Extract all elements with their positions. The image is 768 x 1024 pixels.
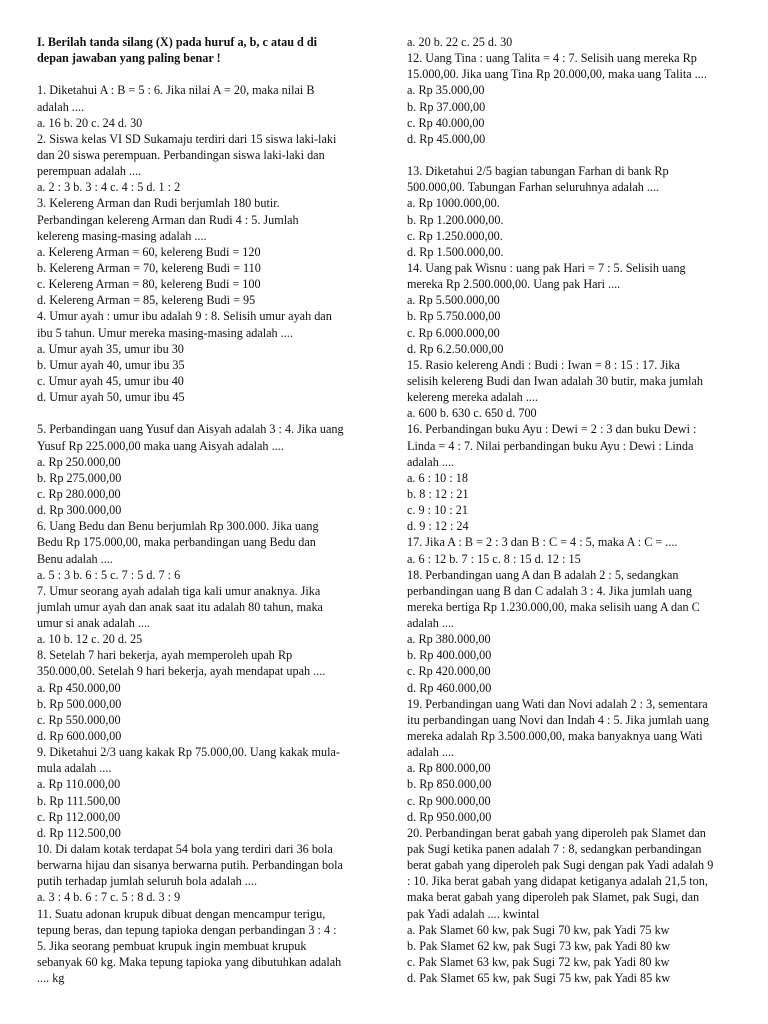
- right-column-line: adalah ....: [407, 454, 455, 469]
- left-column-line: 3. Kelereng Arman dan Rudi berjumlah 180 butir.: [37, 196, 280, 211]
- right-column-line: c. Rp 420.000,00: [407, 664, 491, 679]
- right-column-line: adalah ....: [407, 616, 455, 631]
- left-column-line: depan jawaban yang paling benar !: [37, 51, 221, 66]
- left-column-line: perempuan adalah ....: [37, 164, 142, 179]
- right-column-line: 18. Perbandingan uang A dan B adalah 2 : 5, sedangkan: [407, 567, 679, 582]
- right-column-line: d. Rp 950.000,00: [407, 809, 492, 824]
- left-column-line: c. Umur ayah 45, umur ibu 40: [37, 373, 184, 388]
- left-column-line: a. Rp 450.000,00: [37, 680, 121, 695]
- right-column-line: a. Rp 1000.000,00.: [407, 196, 500, 211]
- left-column-line: Benu adalah ....: [37, 551, 113, 566]
- left-column-line: 9. Diketahui 2/3 uang kakak Rp 75.000,00. Uang kakak mula-: [37, 745, 340, 760]
- right-column-line: mereka adalah Rp 3.500.000,00, maka banyaknya uang Wati: [407, 729, 703, 744]
- right-column-line: adalah ....: [407, 745, 455, 760]
- left-column-line: 350.000,00. Setelah 9 hari bekerja, ayah mendapat upah ....: [37, 664, 326, 679]
- left-column-line: a. 5 : 3 b. 6 : 5 c. 7 : 5 d. 7 : 6: [37, 567, 181, 582]
- left-column-line: b. Rp 275.000,00: [37, 470, 122, 485]
- left-column-line: d. Kelereng Arman = 85, kelereng Budi = 95: [37, 293, 256, 308]
- right-column-line: selisih kelereng Budi dan Iwan adalah 30 butir, maka jumlah: [407, 373, 703, 388]
- left-column-line: d. Rp 300.000,00: [37, 503, 122, 518]
- left-column-line: c. Rp 280.000,00: [37, 486, 121, 501]
- right-column-line: 20. Perbandingan berat gabah yang diperoleh pak Slamet dan: [407, 825, 706, 840]
- right-column-line: pak Sugi ketika panen adalah 7 : 8, sedangkan perbandingan: [407, 842, 702, 857]
- right-column-line: 500.000,00. Tabungan Farhan seluruhnya adalah ....: [407, 180, 660, 195]
- right-column-line: a. 600 b. 630 c. 650 d. 700: [407, 406, 537, 421]
- left-column-line: 7. Umur seorang ayah adalah tiga kali umur anaknya. Jika: [37, 583, 321, 598]
- left-column-line: 8. Setelah 7 hari bekerja, ayah memperoleh upah Rp: [37, 648, 293, 663]
- left-column-line: Yusuf Rp 225.000,00 maka uang Aisyah adalah ....: [37, 438, 284, 453]
- left-column-line: a. 16 b. 20 c. 24 d. 30: [37, 115, 143, 130]
- right-column-line: 17. Jika A : B = 2 : 3 dan B : C = 4 : 5, maka A : C = ....: [407, 535, 678, 550]
- left-column-line: sebanyak 60 kg. Maka tepung tapioka yang dibutuhkan adalah: [37, 955, 342, 970]
- right-column-line: [407, 147, 737, 163]
- right-column-line: a. Rp 800.000,00: [407, 761, 491, 776]
- left-column-line: Perbandingan kelereng Arman dan Rudi 4 : 5. Jumlah: [37, 212, 299, 227]
- right-column-line: 12. Uang Tina : uang Talita = 4 : 7. Selisih uang mereka Rp: [407, 51, 697, 66]
- right-column-line: maka berat gabah yang diperoleh pak Slamet, pak Sugi, dan: [407, 890, 700, 905]
- left-column-line: d. Umur ayah 50, umur ibu 45: [37, 390, 185, 405]
- left-column-line: 10. Di dalam kotak terdapat 54 bola yang terdiri dari 36 bola: [37, 842, 333, 857]
- right-column-line: a. Rp 380.000,00: [407, 632, 491, 647]
- left-column-line: tepung beras, dan tepung tapioka dengan perbandingan 3 : 4 :: [37, 922, 337, 937]
- left-column-line: 5. Jika seorang pembuat krupuk ingin membuat krupuk: [37, 938, 307, 953]
- left-column-line: dan 20 siswa perempuan. Perbandingan siswa laki-laki dan: [37, 147, 325, 162]
- left-column-line: 5. Perbandingan uang Yusuf dan Aisyah adalah 3 : 4. Jika uang: [37, 422, 344, 437]
- right-column-line: c. Pak Slamet 63 kw, pak Sugi 72 kw, pak Yadi 80 kw: [407, 955, 670, 970]
- left-column-line: b. Rp 111.500,00: [37, 793, 121, 808]
- left-column-line: c. Kelereng Arman = 80, kelereng Budi = 100: [37, 277, 261, 292]
- right-column-line: a. Rp 5.500.000,00: [407, 293, 500, 308]
- right-column-line: itu perbandingan uang Novi dan Indah 4 : 5. Jika jumlah uang: [407, 712, 709, 727]
- left-column-line: putih terhadap jumlah seluruh bola adalah ....: [37, 874, 257, 889]
- right-column-line: a. 6 : 12 b. 7 : 15 c. 8 : 15 d. 12 : 15: [407, 551, 581, 566]
- right-column-line: c. Rp 6.000.000,00: [407, 325, 500, 340]
- left-column-line: b. Rp 500.000,00: [37, 696, 122, 711]
- left-column-line: c. Rp 550.000,00: [37, 712, 121, 727]
- right-column-line: b. Pak Slamet 62 kw, pak Sugi 73 kw, pak Yadi 80 kw: [407, 938, 671, 953]
- right-column-line: d. Rp 45.000,00: [407, 131, 486, 146]
- left-column-line: [37, 405, 367, 421]
- left-column-line: jumlah umur ayah dan anak saat itu adalah 80 tahun, maka: [37, 599, 323, 614]
- left-column-line: 4. Umur ayah : umur ibu adalah 9 : 8. Selisih umur ayah dan: [37, 309, 332, 324]
- right-column-line: 13. Diketahui 2/5 bagian tabungan Farhan di bank Rp: [407, 164, 669, 179]
- right-column-line: d. Rp 1.500.000,00.: [407, 244, 504, 259]
- right-column-line: kelereng mereka adalah ....: [407, 390, 538, 405]
- left-column-line: .... kg: [37, 971, 65, 986]
- left-column-line: umur si anak adalah ....: [37, 616, 151, 631]
- right-column-line: a. Pak Slamet 60 kw, pak Sugi 70 kw, pak Yadi 75 kw: [407, 922, 670, 937]
- right-column-line: d. 9 : 12 : 24: [407, 519, 469, 534]
- right-column-line: b. Rp 400.000,00: [407, 648, 492, 663]
- right-column-line: d. Rp 460.000,00: [407, 680, 492, 695]
- left-column-line: a. Kelereng Arman = 60, kelereng Budi = 120: [37, 244, 261, 259]
- right-column-line: : 10. Jika berat gabah yang didapat ketiganya adalah 21,5 ton,: [407, 874, 708, 889]
- right-column-line: b. Rp 37.000,00: [407, 99, 486, 114]
- left-column-line: berwarna hijau dan sisanya berwarna putih. Perbandingan bola: [37, 858, 343, 873]
- left-column-line: b. Kelereng Arman = 70, kelereng Budi = 110: [37, 260, 261, 275]
- left-column-line: b. Umur ayah 40, umur ibu 35: [37, 357, 185, 372]
- right-column-line: 16. Perbandingan buku Ayu : Dewi = 2 : 3 dan buku Dewi :: [407, 422, 697, 437]
- right-column-line: pak Yadi adalah .... kwintal: [407, 906, 540, 921]
- left-column-line: d. Rp 600.000,00: [37, 729, 122, 744]
- right-column-line: a. 20 b. 22 c. 25 d. 30: [407, 35, 513, 49]
- right-column-line: mereka Rp 2.500.000,00. Uang pak Hari ....: [407, 277, 621, 292]
- left-column-line: 6. Uang Bedu dan Benu berjumlah Rp 300.000. Jika uang: [37, 519, 319, 534]
- left-column-line: a. 2 : 3 b. 3 : 4 c. 4 : 5 d. 1 : 2: [37, 180, 181, 195]
- right-column-line: mereka bertiga Rp 1.230.000,00, maka selisih uang A dan C: [407, 599, 700, 614]
- left-column-line: a. Rp 110.000,00: [37, 777, 121, 792]
- left-column-line: 11. Suatu adonan krupuk dibuat dengan mencampur terigu,: [37, 906, 326, 921]
- right-column-line: b. Rp 5.750.000,00: [407, 309, 501, 324]
- left-column-line: 2. Siswa kelas VI SD Sukamaju terdiri dari 15 siswa laki-laki: [37, 131, 337, 146]
- left-column-line: I. Berilah tanda silang (X) pada huruf a, b, c atau d di: [37, 35, 318, 49]
- left-column-line: mula adalah ....: [37, 761, 112, 776]
- left-column-line: [37, 66, 367, 82]
- right-column-line: a. Rp 35.000,00: [407, 83, 485, 98]
- right-column-line: 19. Perbandingan uang Wati dan Novi adalah 2 : 3, sementara: [407, 696, 708, 711]
- right-column-line: c. Rp 1.250.000,00.: [407, 228, 503, 243]
- left-column-line: a. 10 b. 12 c. 20 d. 25: [37, 632, 143, 647]
- right-column-line: 15. Rasio kelereng Andi : Budi : Iwan = 8 : 15 : 17. Jika: [407, 357, 680, 372]
- left-column-line: a. Rp 250.000,00: [37, 454, 121, 469]
- left-column-line: kelereng masing-masing adalah ....: [37, 228, 207, 243]
- right-column-line: c. Rp 900.000,00: [407, 793, 491, 808]
- left-column-line: c. Rp 112.000,00: [37, 809, 121, 824]
- right-column-line: 14. Uang pak Wisnu : uang pak Hari = 7 : 5. Selisih uang: [407, 260, 686, 275]
- right-column-line: c. 9 : 10 : 21: [407, 503, 468, 518]
- right-column-line: b. Rp 850.000,00: [407, 777, 492, 792]
- right-column-line: 15.000,00. Jika uang Tina Rp 20.000,00, maka uang Talita ....: [407, 67, 707, 82]
- left-column: [37, 34, 367, 986]
- right-column-line: perbandingan uang B dan C adalah 3 : 4. Jika jumlah uang: [407, 583, 692, 598]
- left-column-line: d. Rp 112.500,00: [37, 825, 121, 840]
- right-column-line: c. Rp 40.000,00: [407, 115, 485, 130]
- right-column-line: a. 6 : 10 : 18: [407, 470, 468, 485]
- left-column-line: ibu 5 tahun. Umur mereka masing-masing adalah ....: [37, 325, 293, 340]
- right-column-line: b. Rp 1.200.000,00.: [407, 212, 504, 227]
- left-column-line: a. 3 : 4 b. 6 : 7 c. 5 : 8 d. 3 : 9: [37, 890, 181, 905]
- right-column-line: d. Pak Slamet 65 kw, pak Sugi 75 kw, pak Yadi 85 kw: [407, 971, 671, 986]
- left-column-line: Bedu Rp 175.000,00, maka perbandingan uang Bedu dan: [37, 535, 316, 550]
- right-column-line: berat gabah yang diperoleh pak Sugi dengan pak Yadi adalah 9: [407, 858, 714, 873]
- left-column-line: 1. Diketahui A : B = 5 : 6. Jika nilai A = 20, maka nilai B: [37, 83, 315, 98]
- right-column-line: Linda = 4 : 7. Nilai perbandingan buku Ayu : Dewi : Linda: [407, 438, 694, 453]
- right-column-line: b. 8 : 12 : 21: [407, 486, 469, 501]
- right-column: [407, 34, 737, 986]
- left-column-line: adalah ....: [37, 99, 85, 114]
- right-column-line: d. Rp 6.2.50.000,00: [407, 341, 504, 356]
- left-column-line: a. Umur ayah 35, umur ibu 30: [37, 341, 184, 356]
